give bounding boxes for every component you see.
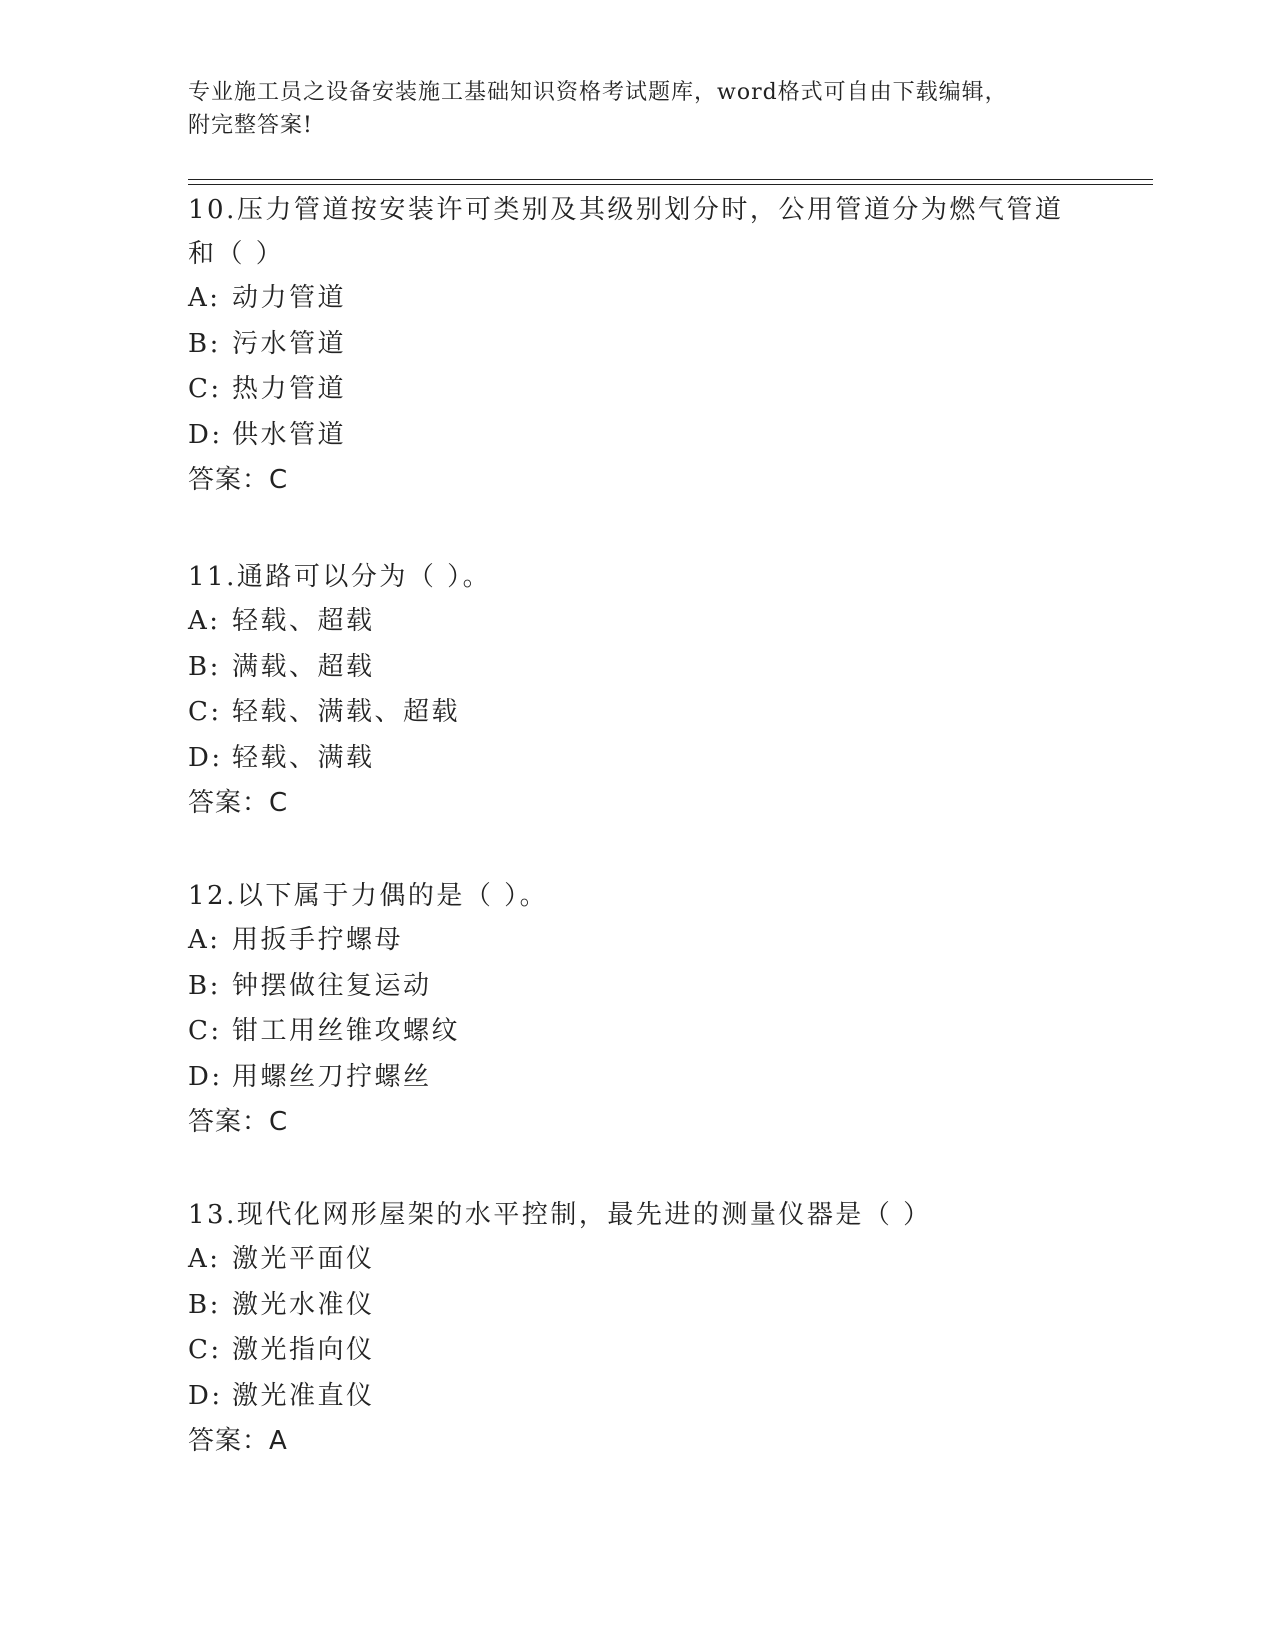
option-letter: A: [188, 606, 221, 636]
option-c [188, 1328, 1088, 1374]
option-letter: B: [188, 970, 221, 1001]
option-a [188, 599, 1088, 645]
option-c [188, 1009, 1088, 1055]
option-text: 激光水准仪 [232, 1289, 375, 1320]
option-letter: D: [188, 742, 223, 773]
option-c [188, 690, 1088, 736]
option-letter: C: [188, 697, 222, 727]
option-d [188, 1055, 1088, 1101]
option-a [188, 276, 1088, 322]
option-text: 激光平面仪 [232, 1244, 375, 1274]
option-letter: A: [188, 1244, 221, 1274]
option-text: 供水管道 [232, 419, 347, 450]
option-letter: A: [188, 925, 221, 955]
option-b [188, 645, 1088, 691]
document-header [188, 76, 1068, 142]
option-text: 动力管道 [232, 283, 347, 313]
option-b [188, 964, 1088, 1010]
option-letter: B: [188, 328, 221, 359]
question-10 [188, 188, 1088, 504]
option-d [188, 1374, 1088, 1420]
option-text: 用扳手拧螺母 [232, 925, 404, 955]
option-letter: C: [188, 1335, 222, 1365]
option-b [188, 1283, 1088, 1329]
option-letter: D: [188, 1380, 223, 1411]
option-letter: D: [188, 419, 223, 450]
option-letter: B: [188, 1289, 221, 1320]
option-text: 用螺丝刀拧螺丝 [232, 1061, 432, 1092]
option-a [188, 918, 1088, 964]
option-letter: B: [188, 651, 221, 682]
option-letter: C: [188, 1016, 222, 1046]
header-line-1: 专业施工员之设备安装施工基础知识资格考试题库，word格式可自由下载编辑， [188, 80, 1008, 105]
option-text: 满载、超载 [232, 651, 375, 682]
option-text: 激光指向仪 [232, 1335, 375, 1365]
header-line-2: 附完整答案! [188, 113, 313, 138]
question-title: 11.通路可以分为（ ）。 [188, 562, 492, 592]
question-title: 13.现代化网形屋架的水平控制，最先进的测量仪器是（ ） [188, 1200, 932, 1230]
option-c [188, 367, 1088, 413]
option-text: 污水管道 [232, 328, 347, 359]
option-a [188, 1237, 1088, 1283]
answer: 答案：A [188, 1426, 288, 1456]
option-text: 轻载、超载 [232, 606, 375, 636]
option-d [188, 413, 1088, 459]
question-title: 10.压力管道按安装许可类别及其级别划分时，公用管道分为燃气管道 [188, 195, 1064, 225]
option-text: 钟摆做往复运动 [232, 970, 432, 1001]
option-letter: D: [188, 1061, 223, 1092]
option-text: 轻载、满载 [232, 742, 375, 773]
option-letter: C: [188, 374, 222, 404]
answer: 答案：C [188, 788, 289, 818]
option-letter: A: [188, 283, 221, 313]
question-11 [188, 555, 1088, 827]
option-text: 钳工用丝锥攻螺纹 [232, 1016, 461, 1046]
answer: 答案：C [188, 465, 289, 495]
question-title: 12.以下属于力偶的是（ ）。 [188, 881, 549, 911]
question-title-continued: 和（ ） [188, 239, 285, 269]
question-12 [188, 874, 1088, 1146]
header-divider-bottom [188, 184, 1153, 185]
question-13 [188, 1193, 1088, 1465]
header-divider-top [188, 179, 1153, 180]
option-d [188, 736, 1088, 782]
option-text: 激光准直仪 [232, 1380, 375, 1411]
option-text: 轻载、满载、超载 [232, 697, 461, 727]
answer: 答案：C [188, 1107, 289, 1137]
option-b [188, 322, 1088, 368]
option-text: 热力管道 [232, 374, 347, 404]
